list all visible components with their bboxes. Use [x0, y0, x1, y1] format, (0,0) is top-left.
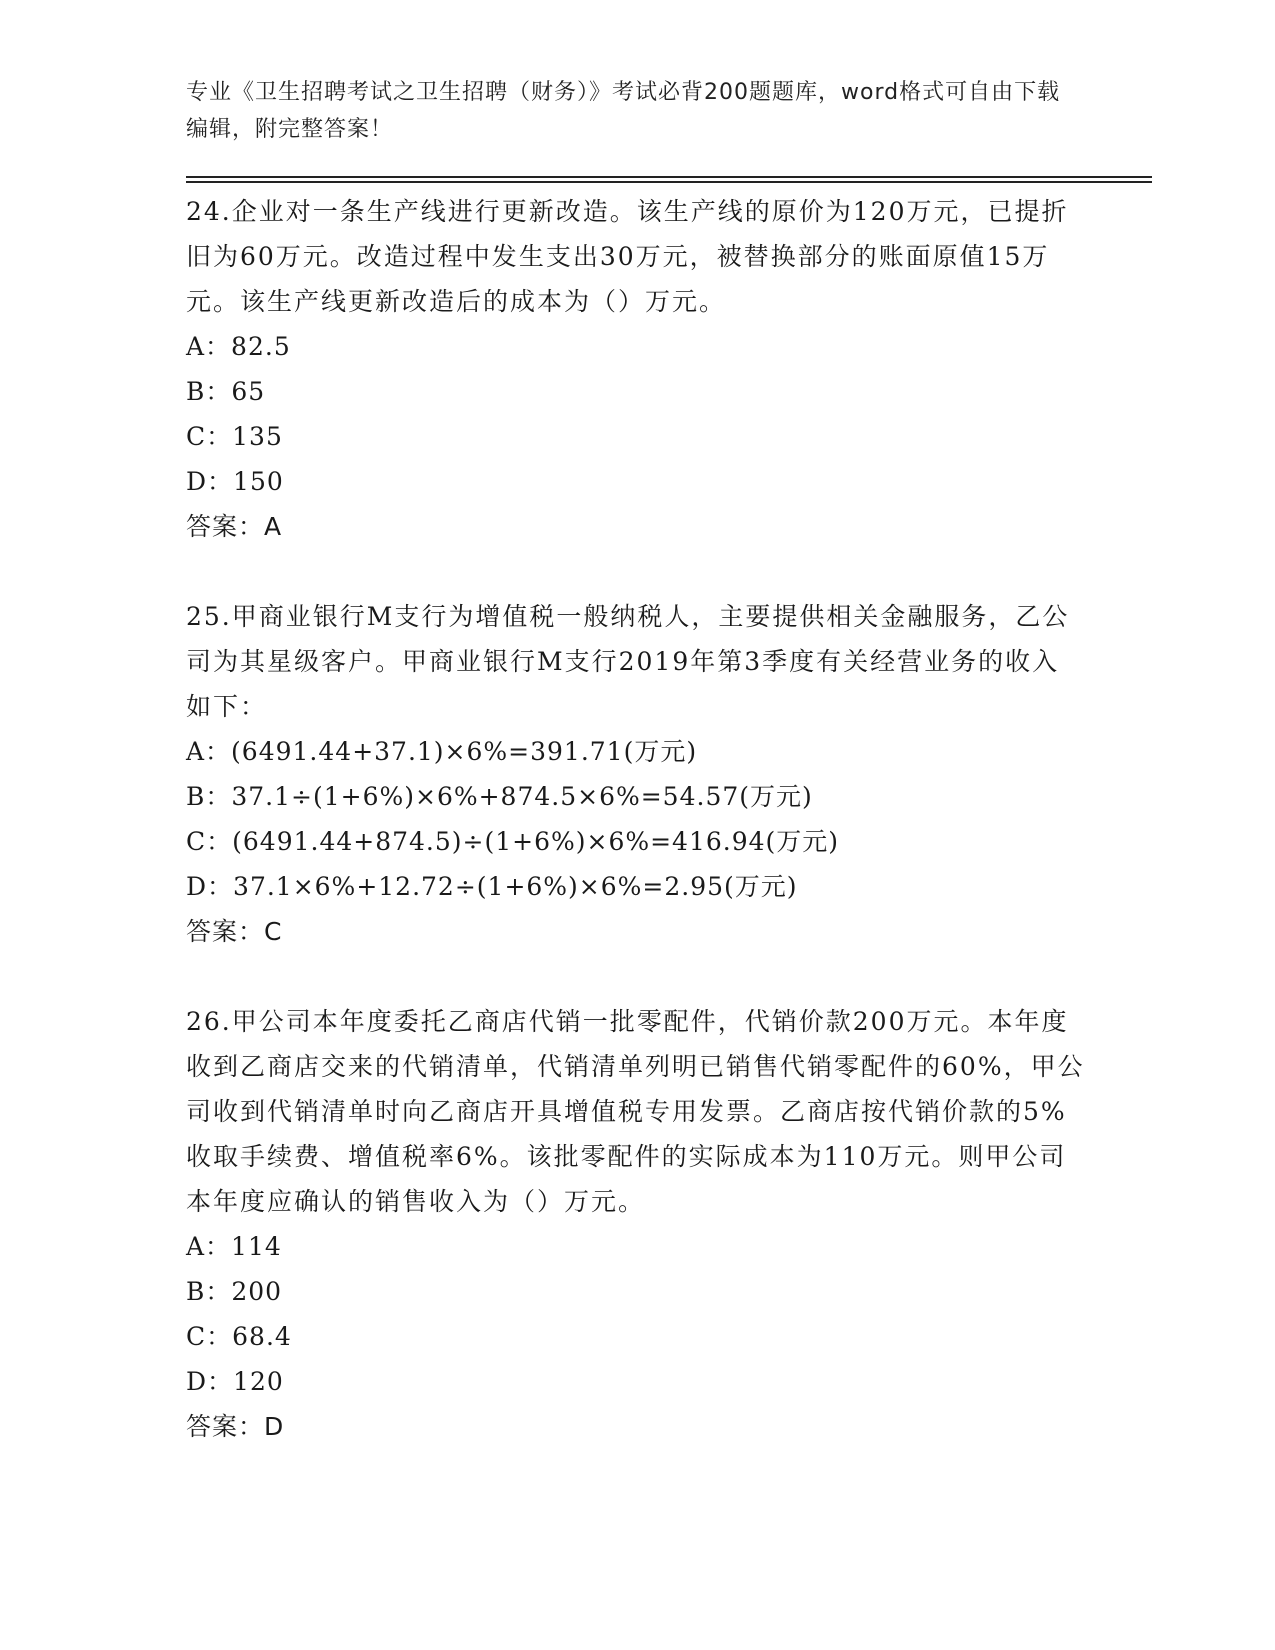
question-text: 26.甲公司本年度委托乙商店代销一批零配件，代销价款200万元。本年度收到乙商店交来的代销清单，代销清单列明已销售代销零配件的60%，甲公司收到代销清单时向乙商店开具增值税专用发票。乙商店按代销价款的5%收取手续费、增值税率6%。该批零配件的实际成本为110万元。则甲公司本年度应确认的销售收入为（）万元。 — [186, 1007, 1085, 1216]
option-d: D：37.1×6%+12.72÷(1+6%)×6%=2.95(万元) — [186, 872, 798, 901]
option-c: C：68.4 — [186, 1322, 292, 1351]
header-rule-top — [186, 176, 1152, 178]
question-25 — [186, 594, 1086, 954]
option-b: B：65 — [186, 377, 266, 406]
option-b: B：200 — [186, 1277, 283, 1306]
option-c: C：(6491.44+874.5)÷(1+6%)×6%=416.94(万元) — [186, 827, 840, 856]
option-d: D：120 — [186, 1367, 284, 1396]
question-gap — [186, 954, 1086, 999]
question-text: 25.甲商业银行M支行为增值税一般纳税人，主要提供相关金融服务，乙公司为其星级客户。甲商业银行M支行2019年第3季度有关经营业务的收入如下： — [186, 602, 1070, 721]
document-header: 专业《卫生招聘考试之卫生招聘（财务）》考试必背200题题库，word格式可自由下载编辑，附完整答案！ — [186, 80, 1061, 142]
answer: 答案：C — [186, 917, 283, 946]
option-a: A：114 — [186, 1232, 282, 1261]
question-24 — [186, 189, 1086, 549]
answer: 答案：A — [186, 512, 283, 541]
question-26 — [186, 999, 1086, 1449]
option-a: A：82.5 — [186, 332, 291, 361]
header-rule-bottom — [186, 181, 1152, 183]
option-a: A：(6491.44+37.1)×6%=391.71(万元) — [186, 737, 698, 766]
option-b: B：37.1÷(1+6%)×6%+874.5×6%=54.57(万元) — [186, 782, 813, 811]
option-c: C：135 — [186, 422, 283, 451]
question-text: 24.企业对一条生产线进行更新改造。该生产线的原价为120万元，已提折旧为60万元。改造过程中发生支出30万元，被替换部分的账面原值15万元。该生产线更新改造后的成本为（）万元。 — [186, 197, 1069, 316]
question-list — [186, 189, 1086, 1449]
option-d: D：150 — [186, 467, 284, 496]
answer: 答案：D — [186, 1412, 285, 1441]
question-gap — [186, 549, 1086, 594]
